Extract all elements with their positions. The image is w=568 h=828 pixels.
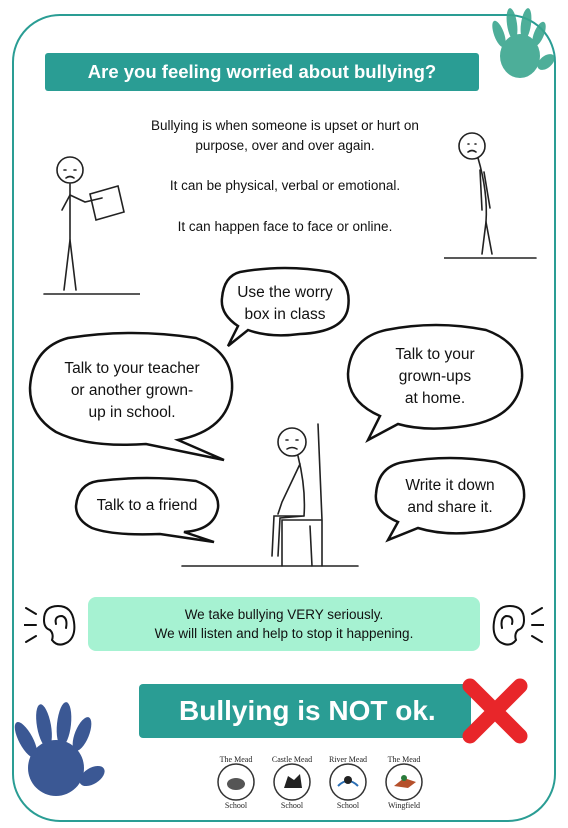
green-handprint-icon [484, 4, 556, 90]
page-title: Are you feeling worried about bullying? [45, 53, 479, 91]
school-name: The Mead [387, 755, 421, 764]
red-cross-icon [460, 676, 530, 746]
school-logo [212, 752, 260, 810]
not-ok-banner: Bullying is NOT ok. [139, 684, 471, 738]
ear-icon [24, 600, 80, 650]
blue-handprint-icon [4, 696, 114, 814]
bubble-text: up in school. [88, 404, 176, 421]
sad-sitting-figure [182, 418, 362, 570]
school-name: Wingfield [387, 801, 421, 810]
school-name: School [336, 801, 360, 810]
bubble-grown-ups [346, 324, 524, 430]
message-line: We will listen and help to stop it happening. [154, 626, 414, 641]
bubble-text: grown-ups [398, 368, 472, 385]
school-logo [380, 752, 428, 810]
worried-reading-figure [40, 150, 140, 298]
bubble-text: Talk to your teacher [64, 360, 200, 377]
bubble-text: Write it down [405, 477, 495, 494]
school-name: The Mead [219, 755, 253, 764]
bubble-text: and share it. [407, 499, 493, 516]
school-logos [212, 752, 428, 810]
bubble-text: or another grown- [70, 382, 194, 399]
message-line: We take bullying VERY seriously. [184, 607, 384, 622]
bubble-worry-box [220, 268, 350, 340]
bubble-text: Talk to a friend [96, 497, 198, 514]
intro-types: It can be physical, verbal or emotional. [169, 178, 401, 193]
ear-icon [488, 600, 544, 650]
school-logo [324, 752, 372, 810]
intro-line: Bullying is when someone is upset or hurt on [151, 118, 419, 133]
school-name: River Mead [329, 755, 367, 764]
intro-definition [110, 116, 460, 156]
intro-online: It can happen face to face or online. [177, 219, 393, 234]
bubble-text: Use the worry [237, 284, 333, 301]
intro-line: purpose, over and over again. [195, 138, 375, 153]
school-name: Castle Mead [271, 755, 313, 764]
school-name: School [224, 801, 248, 810]
school-logo [268, 752, 316, 810]
bubble-text: Talk to your [395, 346, 475, 363]
bubble-text: at home. [404, 390, 466, 407]
school-name: School [280, 801, 304, 810]
commitment-message [88, 597, 480, 651]
sad-standing-figure [444, 122, 539, 264]
bubble-text: box in class [244, 306, 326, 323]
bubble-write [374, 458, 526, 536]
